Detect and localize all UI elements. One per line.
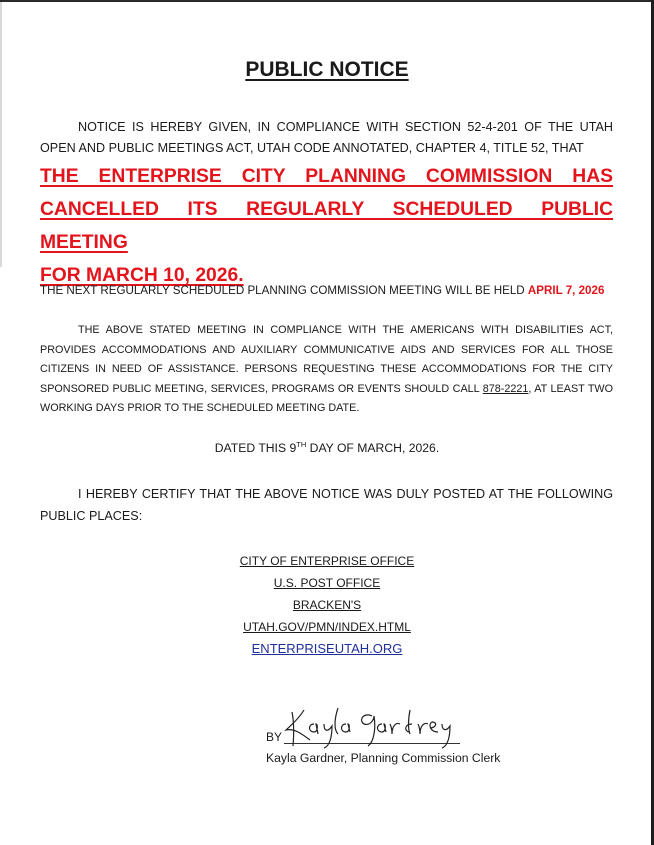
page-border-left xyxy=(0,2,2,267)
posting-place-text: U.S. POST OFFICE xyxy=(273,576,381,590)
cancellation-line-text: CANCELLED ITS REGULARLY SCHEDULED PUBLIC MEETING xyxy=(40,199,613,253)
posting-place xyxy=(0,572,654,594)
posting-place-text: UTAH.GOV/PMN/INDEX.HTML xyxy=(243,620,411,634)
cancellation-line-text: FOR MARCH 10, 2026. xyxy=(40,265,244,286)
dated-ordinal: TH xyxy=(296,440,307,449)
cancellation-announcement xyxy=(40,160,613,292)
page-title xyxy=(0,58,654,82)
notice-intro-text: NOTICE IS HEREBY GIVEN, IN COMPLIANCE WITH SECTION 52-4-201 OF THE UTAH OPEN AND PUBLIC MEETINGS ACT, UTAH CODE ANNOTATED, CHAPTER 4, TITLE 52, THAT xyxy=(40,120,613,155)
posting-place-text: BRACKEN'S xyxy=(292,598,362,612)
next-meeting-text: THE NEXT REGULARLY SCHEDULED PLANNING COMMISSION MEETING WILL BE HELD xyxy=(40,284,525,297)
ada-text: THE ABOVE STATED MEETING IN COMPLIANCE WITH THE AMERICANS WITH DISABILITIES ACT, PROVIDES ACCOMMODATIONS AND AUXILIARY COMMUNICATIVE AIDS AND SERVICES FOR ALL THOSE CITIZENS IN NEED OF ASSISTANCE. PERSONS REQUESTING THESE ACCOMMODATIONS FOR THE CITY SPONSORED PUBLIC MEETING, SERVICES, PROGRAMS OR EVENTS SHOULD CALL xyxy=(40,324,613,395)
posting-place xyxy=(0,594,654,616)
by-label: BY xyxy=(266,730,283,744)
cancellation-line xyxy=(40,160,613,193)
page-title-text: PUBLIC NOTICE xyxy=(245,58,409,81)
dated-line xyxy=(0,440,654,455)
signature-block xyxy=(266,702,526,754)
next-meeting-notice xyxy=(40,284,604,297)
website-link[interactable]: ENTERPRISEUTAH.ORG xyxy=(251,641,403,656)
dated-prefix: DATED THIS 9 xyxy=(214,441,297,456)
certification-statement xyxy=(40,483,613,527)
cancellation-line-text: THE ENTERPRISE CITY PLANNING COMMISSION HAS xyxy=(40,166,613,187)
handwritten-signature xyxy=(280,702,470,750)
ada-text-end: , AT LEAST TWO WORKING DAYS PRIOR TO THE SCHEDULED MEETING DATE. xyxy=(40,382,614,414)
posting-place xyxy=(0,616,654,638)
next-meeting-date: APRIL 7, 2026 xyxy=(527,284,605,297)
cancellation-line xyxy=(40,193,613,259)
posting-places-list xyxy=(0,550,654,660)
posting-place xyxy=(0,638,654,660)
certification-text: I HEREBY CERTIFY THAT THE ABOVE NOTICE WAS DULY POSTED AT THE FOLLOWING PUBLIC PLACES: xyxy=(40,487,613,523)
dated-suffix: DAY OF MARCH, 2026. xyxy=(306,441,440,456)
phone-number: 878-2221 xyxy=(482,382,529,395)
ada-statement xyxy=(40,321,613,419)
posting-place xyxy=(0,550,654,572)
page-border-top xyxy=(0,0,654,2)
notice-intro xyxy=(40,117,613,159)
signer-name-title: Kayla Gardner, Planning Commission Clerk xyxy=(266,751,501,765)
posting-place-text: CITY OF ENTERPRISE OFFICE xyxy=(239,554,415,568)
